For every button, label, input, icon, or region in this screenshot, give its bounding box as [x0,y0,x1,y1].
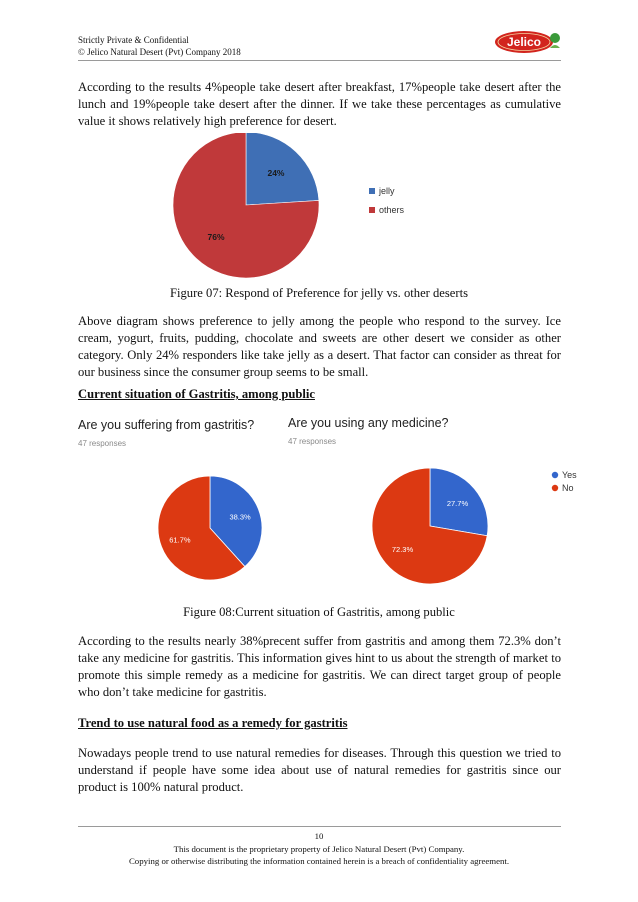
legend-swatch-yes [552,472,558,478]
legend-swatch-others [369,207,375,213]
figure-07-caption: Figure 07: Respond of Preference for jelly vs. other deserts [170,286,468,300]
legend-swatch-jelly [369,188,375,194]
pie-label-jelly: 24% [267,168,285,179]
footer-confidentiality: Copying or otherwise distributing the information contained herein is a breach of confidentiality agreement. [128,856,510,866]
header-confidential: Strictly Private & Confidential [78,35,189,45]
survey-q2-responses: 47 responses [288,437,337,446]
paragraph-desert-results: According to the results 4%people take desert after breakfast, 17%people take desert after the lunch and 19%people take desert after the dinner. If we take these percentages as cumulative value it shows relatively high preference for desert. [78,80,561,128]
footer-rule [78,826,561,827]
jelico-logo [494,29,562,55]
legend-label-others: others [379,205,405,215]
jelly-preference-chart [160,133,450,283]
legend-label-jelly: jelly [379,186,395,196]
survey-q2-title: Are you using any medicine? [288,416,449,430]
pie-label-yes: 38.3% [229,512,251,522]
medicine-usage-chart [360,460,580,590]
legend-label-no: No [562,483,574,493]
pie-label-no: 61.7% [169,535,191,545]
footer-proprietary: This document is the proprietary property of Jelico Natural Desert (Pvt) Company. [173,844,465,854]
heading-natural-remedy: Trend to use natural food as a remedy for gastritis [78,716,348,730]
paragraph-gastritis-results: According to the results nearly 38%precent suffer from gastritis and among them 72.3% don’t take any medicine for gastritis. This information gives hint to us about the strength of market to promote this simple remedy as a medicine for gastritis. We can direct target group of people who don’t take medicine for gastritis. [78,634,561,699]
heading-gastritis-situation: Current situation of Gastritis, among public [78,387,315,401]
logo-text: Jelico [506,35,542,49]
header-copyright: © Jelico Natural Desert (Pvt) Company 2018 [78,47,241,57]
legend-swatch-no [552,485,558,491]
gastritis-suffering-chart [150,470,280,590]
figure-08-caption: Figure 08:Current situation of Gastritis, among public [183,605,455,619]
pie-label-yes: 27.7% [446,498,469,508]
survey-q1-responses: 47 responses [78,439,127,448]
pie-label-others: 76% [207,231,225,242]
page-number: 10 [314,831,324,841]
header-rule [78,60,561,61]
survey-q1-title: Are you suffering from gastritis? [78,418,255,432]
legend-label-yes: Yes [562,470,577,480]
paragraph-natural-remedies: Nowadays people trend to use natural remedies for diseases. Through this question we tried to understand if people have some idea about use of natural remedies for gastritis since our product is 100% natural product. [78,746,561,794]
paragraph-jelly-preference: Above diagram shows preference to jelly among the people who respond to the survey. Ice cream, yogurt, fruits, pudding, chocolate and sweets are other desert we consider as other category. Only 24% responders like take jelly as a desert. That factor can consider as threat for our business since the consumer group seems to be small. [78,314,561,379]
pie-label-no: 72.3% [391,545,414,555]
